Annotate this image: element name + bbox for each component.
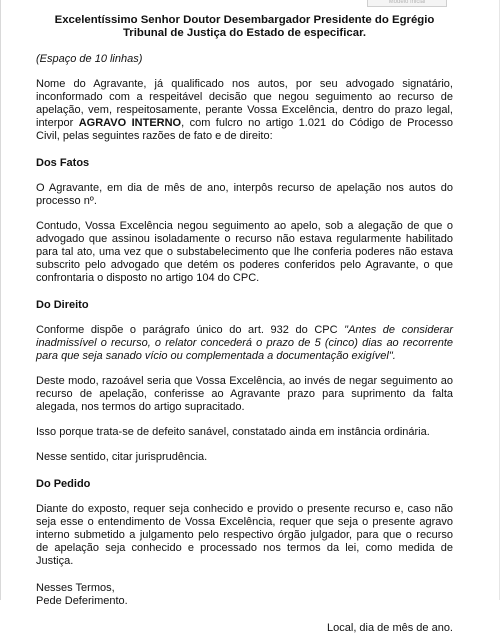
- direito-paragraph-4: Nesse sentido, citar jurisprudência.: [36, 451, 208, 463]
- direito-paragraph-2: Deste modo, razoável seria que Vossa Excelência, ao invés de negar seguimento ao recurso de apelação, conferisse ao Agravante prazo para suprimento da falta alegada, nos termos do artigo supracitado.: [36, 375, 453, 413]
- intro-paragraph: [36, 78, 453, 143]
- closing-line-1: Nesses Termos,: [36, 582, 115, 594]
- closing-line-2: Pede Deferimento.: [36, 595, 128, 607]
- section-title-fatos: Dos Fatos: [36, 157, 90, 169]
- section-title-direito: Do Direito: [36, 299, 89, 311]
- space-note: (Espaço de 10 linhas): [36, 53, 143, 65]
- document-content: [36, 14, 453, 635]
- direito-p1-quote: "Antes de considerar inadmissível o recurso, o relator concederá o prazo de 5 (cinco) dias ao recorrente para que seja sanado vício ou complementada a documentação exigível".: [36, 324, 453, 362]
- document-heading: Excelentíssimo Senhor Doutor Desembargador Presidente do Egrégio Tribunal de Justiça do Estado de especificar.: [54, 14, 435, 39]
- fatos-paragraph-2: Contudo, Vossa Excelência negou seguimento ao apelo, sob a alegação de que o advogado que assinou isoladamente o recurso não estava regularmente habilitado para tal ato, uma vez que o substabelecimento que lhe conferia poderes não estava subscrito pelo advogado que detém os poderes conferidos pelo Agravante, o que confrontaria o disposto no artigo 104 do CPC.: [36, 220, 453, 284]
- intro-bold-term: AGRAVO INTERNO: [78, 117, 182, 129]
- direito-paragraph-1: [36, 324, 453, 363]
- closing-block: [36, 582, 453, 608]
- direito-p1-normal: Conforme dispõe o parágrafo único do art. 932 do CPC: [36, 324, 345, 336]
- section-title-pedido: Do Pedido: [36, 478, 91, 490]
- place-date: Local, dia de mês de ano.: [327, 622, 453, 634]
- intro-text-end: , com fulcro no artigo 1.021 do Código de Processo Civil, pelas seguintes razões de fato e de direito:: [36, 117, 454, 142]
- pedido-paragraph-1: Diante do exposto, requer seja conhecido e provido o presente recurso e, caso não seja esse o entendimento de Vossa Excelência, requer que seja o presente agravo interno submetido a julgamento pelo respectivo órgão julgador, para que o recurso de apelação seja conhecido e processado nos termos da lei, como medida de Justiça.: [36, 503, 453, 567]
- header-tab: Modelo Inicial: [367, 0, 447, 7]
- direito-paragraph-3: Isso porque trata-se de defeito sanável, constatado ainda em instância ordinária.: [36, 426, 430, 438]
- fatos-paragraph-1: O Agravante, em dia de mês de ano, interpôs recurso de apelação nos autos do processo nº.: [36, 182, 453, 207]
- intro-text-start: Nome do Agravante, já qualificado nos autos, por seu advogado signatário, inconformado com a respeitável decisão que negou seguimento ao recurso de apelação, vem, respeitosamente, perante Vossa Excelência, dentro do prazo legal, interpor: [36, 78, 453, 129]
